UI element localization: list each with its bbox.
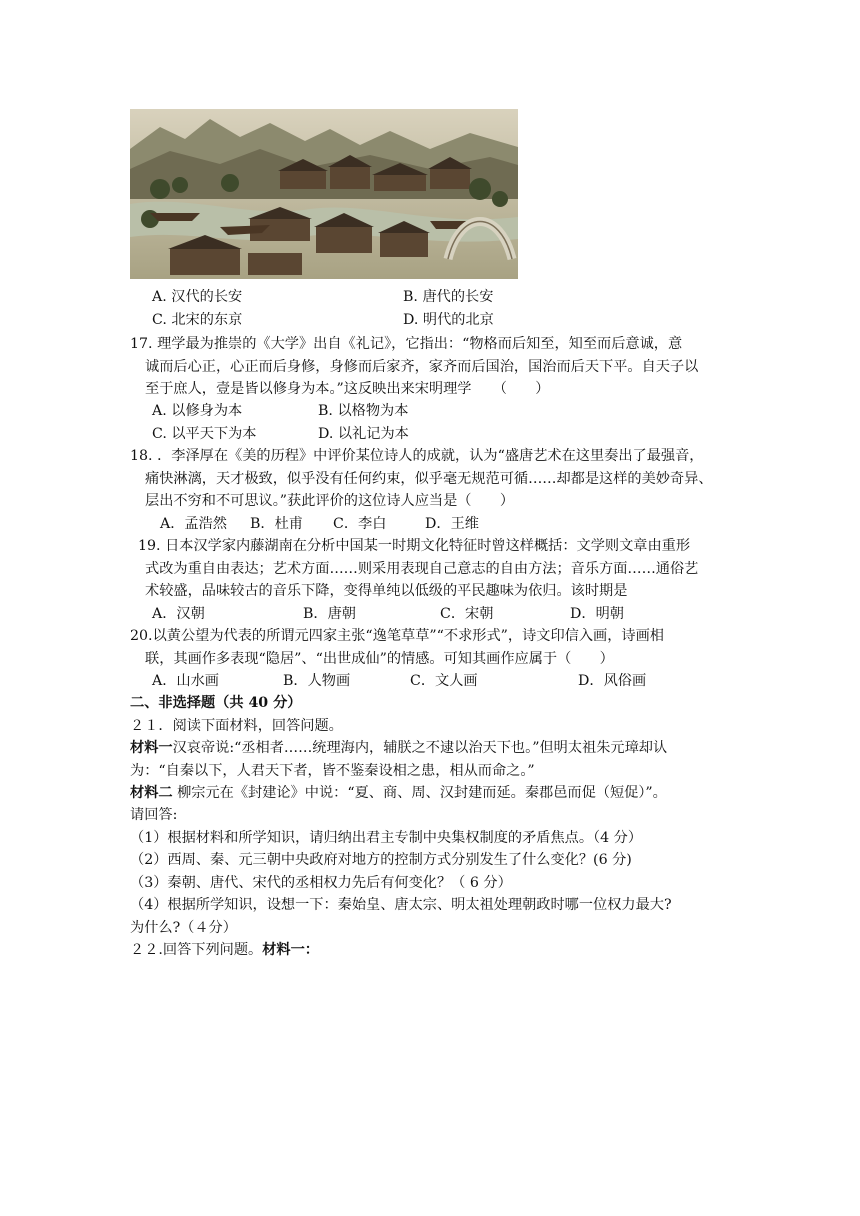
q19-stem-line-2: 式改为重自由表达；艺术方面……则采用表现自己意志的自由方法；音乐方面……通俗艺 [145, 561, 699, 577]
q21-subquestion-3: （3）秦朝、唐代、宋代的丞相权力先后有何变化？（ 6 分） [130, 875, 512, 891]
q19-stem-line-1: 19. 日本汉学家内藤湖南在分析中国某一时期文化特征时曾这样概括：文学则文章由重形 [138, 538, 691, 554]
q17-option-c: C. 以平天下为本 [152, 426, 257, 442]
material-1-text: 汉哀帝说:“丞相者……统理海内，辅朕之不逮以治天下也。”但明太祖朱元璋却认 [172, 740, 668, 756]
q20-option-c: C．文人画 [410, 673, 478, 689]
q21-material-2-line [130, 782, 667, 804]
q20-option-b: B．人物画 [283, 673, 351, 689]
q22-material-1-label: 材料一： [262, 942, 319, 958]
material-2-label: 材料二 [130, 785, 173, 801]
q18-option-a: A．孟浩然 [160, 516, 227, 532]
q21-material-1-line-1 [130, 737, 667, 759]
material-1-label: 材料一 [130, 740, 173, 756]
q19-option-d: D．明朝 [570, 606, 624, 622]
q18-stem-line-2: 痛快淋漓，天才极致，似乎没有任何约束，似乎毫无规范可循……却都是这样的美妙奇异、 [145, 471, 713, 487]
q20-stem-line-1: 20.以黄公望为代表的所谓元四家主张“逸笔草草”“不求形式”，诗文印信入画，诗画相 [130, 628, 664, 644]
q22-prompt [130, 939, 319, 961]
q19-option-b: B．唐朝 [303, 606, 356, 622]
q21-subquestion-4-line-2: 为什么?（４分） [130, 920, 237, 936]
q21-ask: 请回答: [130, 807, 178, 823]
q18-option-c: C．李白 [333, 516, 387, 532]
section-2-heading: 二、非选择题（共 40 分） [130, 695, 302, 711]
q18-option-d: D．王维 [425, 516, 479, 532]
song-city-painting [130, 109, 518, 279]
q20-option-d: D．风俗画 [578, 673, 647, 689]
q18-stem-line-3: 层出不穷和不可思议。”获此评价的这位诗人应当是（ ） [145, 493, 515, 509]
q21-subquestion-2: （2）西周、秦、元三朝中央政府对地方的控制方式分别发生了什么变化？(6 分) [130, 852, 632, 868]
q17-option-b: B. 以格物为本 [318, 403, 409, 419]
q18-option-b: B．杜甫 [250, 516, 303, 532]
painting-image [130, 109, 518, 279]
q16-option-b: B. 唐代的长安 [403, 289, 494, 305]
q21-subquestion-4-line-1: （4）根据所学知识，设想一下：秦始皇、唐太宗、明太祖处理朝政时哪一位权力最大? [130, 897, 672, 913]
material-2-text: 柳宗元在《封建论》中说：“夏、商、周、汉封建而延。秦郡邑而促（短促）”。 [172, 785, 667, 801]
q17-option-d: D. 以礼记为本 [318, 426, 409, 442]
q17-stem-line-2: 诚而后心正，心正而后身修，身修而后家齐，家齐而后国治，国治而后天下平。自天子以 [145, 359, 699, 375]
q17-stem-line-3: 至于庶人，壹是皆以修身为本。”这反映出来宋明理学 （ ） [145, 381, 550, 397]
q20-stem-line-2: 联，其画作多表现“隐居”、“出世成仙”的情感。可知其画作应属于（ ） [145, 651, 614, 667]
q18-stem-line-1: 18. ．李泽厚在《美的历程》中评价某位诗人的成就，认为“盛唐艺术在这里奏出了最强音， [130, 448, 704, 464]
q21-intro: ２１．阅读下面材料，回答问题。 [130, 718, 343, 734]
q17-stem-line-1: 17. 理学最为推崇的《大学》出自《礼记》，它指出：“物格而后知至，知至而后意诚，意 [130, 336, 683, 352]
q21-subquestion-1: （1）根据材料和所学知识，请归纳出君主专制中央集权制度的矛盾焦点。（4 分） [130, 830, 643, 846]
q16-option-c: C. 北宋的东京 [152, 312, 243, 328]
q17-option-a: A. 以修身为本 [152, 403, 243, 419]
q19-option-c: C．宋朝 [440, 606, 494, 622]
q21-material-1-line-2: 为：“自秦以下，人君天下者，皆不鉴秦设相之患，相从而命之。” [130, 763, 535, 779]
q16-option-a: A. 汉代的长安 [152, 289, 243, 305]
q20-option-a: A．山水画 [152, 673, 219, 689]
q19-stem-line-3: 术较盛，品味较古的音乐下降，变得单纯以低级的平民趣味为依归。该时期是 [145, 583, 628, 599]
q22-text: ２２.回答下列问题。 [130, 942, 263, 958]
q16-option-d: D. 明代的北京 [403, 312, 494, 328]
q19-option-a: A．汉朝 [152, 606, 205, 622]
